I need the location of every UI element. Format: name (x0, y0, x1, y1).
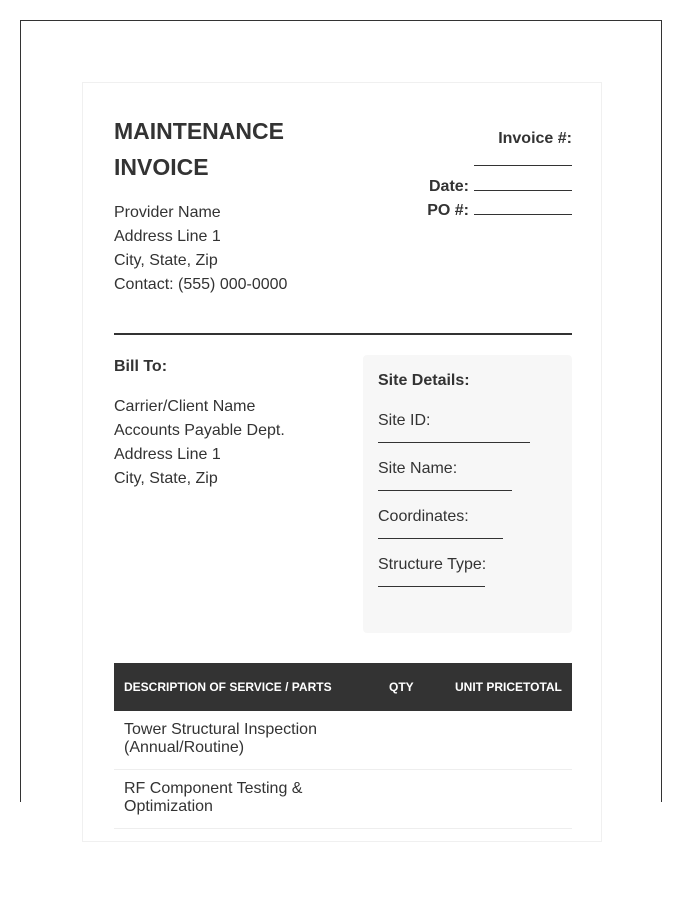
site-id-field[interactable] (378, 442, 530, 443)
po-field[interactable] (474, 200, 572, 215)
provider-contact: Contact: (555) 000-0000 (114, 276, 288, 293)
header-qty: QTY (389, 680, 414, 694)
invoice-number-label: Invoice #: (498, 130, 572, 147)
invoice-title: MAINTENANCE INVOICE (114, 118, 284, 180)
coordinates-label: Coordinates: (378, 508, 469, 525)
bill-to-line: Carrier/Client Name (114, 398, 256, 415)
row-description: Tower Structural Inspection (Annual/Routine) (124, 721, 317, 756)
provider-name: Provider Name (114, 204, 221, 221)
date-label: Date: (428, 178, 469, 195)
table-header (114, 663, 572, 711)
provider-block (114, 201, 287, 297)
structure-type-field[interactable] (378, 586, 485, 587)
provider-address: Address Line 1 (114, 228, 221, 245)
invoice-number-field[interactable] (474, 151, 572, 166)
site-name-label: Site Name: (378, 460, 458, 477)
po-label: PO #: (427, 202, 469, 219)
table-row (114, 770, 572, 829)
row-description: RF Component Testing & Optimization (124, 780, 303, 815)
bill-to-heading: Bill To: (114, 358, 168, 375)
header-description: DESCRIPTION OF SERVICE / PARTS (124, 680, 332, 694)
provider-city: City, State, Zip (114, 252, 218, 269)
bill-to-line: Accounts Payable Dept. (114, 422, 285, 439)
header-unit-price: UNIT PRICE (455, 680, 524, 694)
document-frame (20, 20, 662, 815)
invoice-meta (352, 127, 572, 223)
services-table (114, 663, 572, 829)
date-field[interactable] (474, 176, 572, 191)
header-divider (114, 333, 572, 335)
header-total: TOTAL (523, 680, 562, 694)
table-row (114, 711, 572, 770)
site-name-field[interactable] (378, 490, 512, 491)
coordinates-field[interactable] (378, 538, 503, 539)
invoice-sheet (82, 82, 602, 842)
site-id-label: Site ID: (378, 412, 431, 429)
site-details-box (363, 355, 572, 633)
bill-to-block (114, 355, 285, 491)
bill-to-line: City, State, Zip (114, 470, 218, 487)
structure-type-label: Structure Type: (378, 556, 487, 573)
bill-to-line: Address Line 1 (114, 446, 221, 463)
site-details-heading: Site Details: (378, 372, 470, 389)
